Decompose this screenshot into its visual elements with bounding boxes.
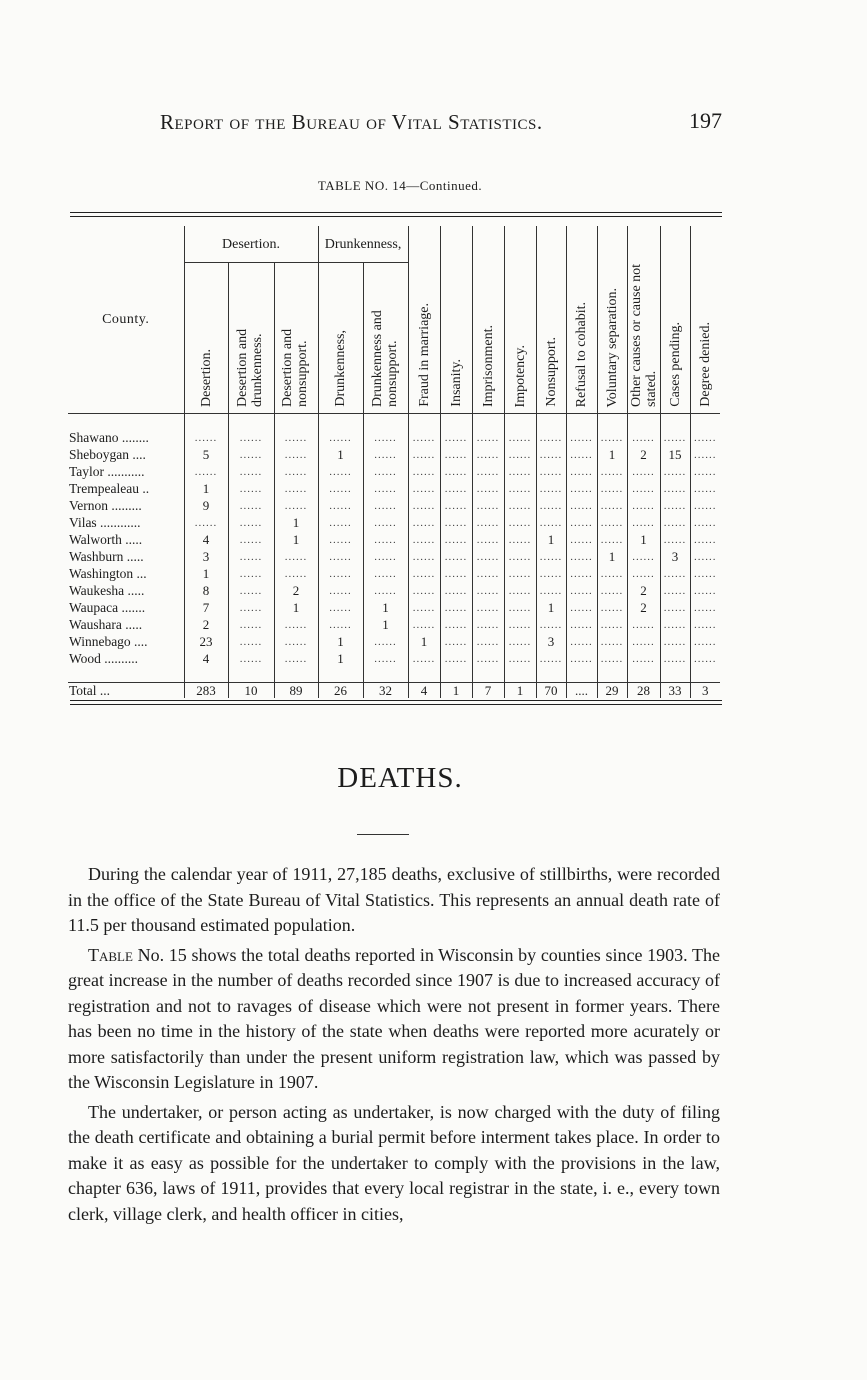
table-cell: ......	[660, 633, 690, 650]
table-cell: ......	[318, 616, 363, 633]
table-cell: ......	[472, 429, 504, 446]
table-cell: ......	[318, 599, 363, 616]
table-bottom-rule-2	[70, 704, 722, 705]
table-cell: 1	[597, 548, 627, 565]
table-cell: ......	[504, 446, 536, 463]
table-cell: ......	[408, 650, 440, 667]
table-cell: ......	[363, 565, 408, 582]
county-name: Waupaca .......	[69, 600, 146, 615]
table-row	[68, 463, 720, 480]
table-row	[68, 429, 720, 446]
table-cell: ......	[566, 446, 597, 463]
paragraph-2-lead: Table	[88, 944, 133, 965]
drunkenness-group-header: Drunkenness,	[318, 226, 408, 263]
total-cell: 70	[536, 683, 566, 699]
table-cell: ......	[363, 497, 408, 514]
table-cell: ......	[318, 463, 363, 480]
table-cell: ......	[440, 650, 472, 667]
table-cell: ......	[440, 633, 472, 650]
table-cell: ......	[504, 463, 536, 480]
col-header-impotency: Impotency.	[504, 226, 536, 413]
table-cell: ......	[228, 582, 274, 599]
table-top-rule	[70, 212, 722, 213]
table-cell: ......	[408, 616, 440, 633]
table-cell: ......	[566, 463, 597, 480]
total-cell: 33	[660, 683, 690, 699]
table-cell: ......	[472, 650, 504, 667]
table-cell: ......	[566, 429, 597, 446]
county-name: Shawano ........	[69, 430, 149, 445]
table-cell: ......	[660, 650, 690, 667]
county-name: Walworth .....	[69, 532, 143, 547]
table-cell: ......	[363, 463, 408, 480]
table-cell: ......	[566, 497, 597, 514]
table-cell: ......	[318, 497, 363, 514]
table-row	[68, 514, 720, 531]
table-cell: ......	[690, 531, 720, 548]
desertion-group-header: Desertion.	[184, 226, 318, 263]
table-row	[68, 599, 720, 616]
table-cell: ......	[690, 650, 720, 667]
total-cell: 29	[597, 683, 627, 699]
table-cell: ......	[536, 446, 566, 463]
table-row	[68, 548, 720, 565]
table-cell: ......	[536, 497, 566, 514]
total-cell: 32	[363, 683, 408, 699]
table-cell: 1	[627, 531, 660, 548]
col-header-degree-denied: Degree denied.	[690, 226, 720, 413]
running-header-title: Report of the Bureau of Vital Statistics.	[160, 110, 543, 134]
table-cell: ......	[627, 497, 660, 514]
table-cell: ......	[228, 531, 274, 548]
table-cell: ......	[274, 548, 318, 565]
table-cell: ......	[627, 429, 660, 446]
table-cell: ......	[274, 565, 318, 582]
table-cell: ......	[597, 497, 627, 514]
table-cell: ......	[472, 531, 504, 548]
table-cell: ......	[274, 616, 318, 633]
table-cell: ......	[408, 463, 440, 480]
table-cell: ......	[318, 548, 363, 565]
table-cell: ......	[184, 463, 228, 480]
table-cell: 3	[660, 548, 690, 565]
table-cell: 3	[536, 633, 566, 650]
table-cell: 1	[536, 531, 566, 548]
table-cell: ......	[408, 565, 440, 582]
col-header-desertion-nonsupport: Desertion and nonsupport.	[274, 263, 318, 414]
table-cell: 1	[184, 565, 228, 582]
table-cell: ......	[440, 497, 472, 514]
table-cell: ......	[597, 565, 627, 582]
table-cell: ......	[472, 480, 504, 497]
table-cell: ......	[274, 480, 318, 497]
table-cell: ......	[690, 497, 720, 514]
col-header-drunkenness-nonsupport: Drunkenness and nonsupport.	[363, 263, 408, 414]
table-cell: ......	[597, 531, 627, 548]
county-name: Vernon .........	[69, 498, 142, 513]
table-cell: ......	[660, 616, 690, 633]
table-cell: ......	[228, 514, 274, 531]
table-cell: ......	[274, 633, 318, 650]
total-row	[68, 683, 720, 699]
table-cell: 2	[627, 446, 660, 463]
table-cell: 1	[318, 650, 363, 667]
table-cell: ......	[536, 650, 566, 667]
table-cell: ......	[566, 480, 597, 497]
total-cell: 3	[690, 683, 720, 699]
section-rule	[357, 834, 409, 835]
table-cell: ......	[274, 463, 318, 480]
total-cell: 1	[504, 683, 536, 699]
table-cell: ......	[440, 446, 472, 463]
table-cell: ......	[318, 565, 363, 582]
county-name: Taylor ...........	[69, 464, 145, 479]
table-cell: 1	[363, 599, 408, 616]
table-cell: ......	[440, 548, 472, 565]
table-cell: ......	[440, 599, 472, 616]
table-cell: ......	[690, 514, 720, 531]
table-cell: ......	[184, 514, 228, 531]
table-cell: ......	[597, 633, 627, 650]
col-header-desertion: Desertion.	[184, 263, 228, 414]
table-cell: ......	[472, 463, 504, 480]
table-cell: ......	[363, 582, 408, 599]
table-cell: ......	[566, 599, 597, 616]
table-cell: ......	[660, 463, 690, 480]
table-cell: ......	[566, 582, 597, 599]
table-cell: ......	[472, 548, 504, 565]
table-cell: 1	[363, 616, 408, 633]
table-cell: ......	[440, 531, 472, 548]
table-cell: ......	[274, 446, 318, 463]
table-cell: ......	[228, 599, 274, 616]
table-cell: 3	[184, 548, 228, 565]
table-cell: 1	[536, 599, 566, 616]
table-cell: ......	[690, 480, 720, 497]
total-cell: 1	[440, 683, 472, 699]
table-cell: ......	[597, 616, 627, 633]
table-row	[68, 650, 720, 667]
table-cell: ......	[440, 616, 472, 633]
table-cell: ......	[504, 582, 536, 599]
paragraph-2-text: No. 15 shows the total deaths reported in Wisconsin by counties since 1903. The great increase in the number of deaths recorded since 1907 is due to increased accuracy of registration and not to ravages of disease which were not present in former years. There has been no time in the history of the state when deaths were reported more acurately or more satisfactorily than under the present uniform registration law, which was passed by the Wisconsin Legislature in 1907.	[68, 944, 720, 1092]
table-cell: ......	[228, 650, 274, 667]
county-name: Vilas ............	[69, 515, 141, 530]
table-cell: ......	[504, 616, 536, 633]
table-cell: ......	[597, 650, 627, 667]
table-cell: ......	[690, 582, 720, 599]
table-cell: 1	[274, 514, 318, 531]
table-cell: ......	[690, 565, 720, 582]
table-cell: ......	[536, 480, 566, 497]
table-cell: ......	[318, 582, 363, 599]
county-name: Washburn .....	[69, 549, 144, 564]
table-cell: ......	[504, 429, 536, 446]
table-cell: ......	[408, 446, 440, 463]
table-cell: ......	[184, 429, 228, 446]
table-cell: 1	[408, 633, 440, 650]
table-cell: ......	[472, 446, 504, 463]
county-name: Trempealeau ..	[69, 481, 150, 496]
table-cell: ......	[440, 480, 472, 497]
table-cell: 5	[184, 446, 228, 463]
section-title: DEATHS.	[337, 762, 463, 794]
total-cell: 7	[472, 683, 504, 699]
table-cell: ......	[363, 446, 408, 463]
table-cell: ......	[363, 531, 408, 548]
table-caption: TABLE NO. 14—Continued.	[317, 178, 483, 193]
col-header-imprisonment: Imprisonment.	[472, 226, 504, 413]
table-cell: ......	[440, 565, 472, 582]
table-cell: ......	[228, 633, 274, 650]
table-cell: ......	[504, 633, 536, 650]
table-cell: ......	[536, 548, 566, 565]
table-cell: ......	[440, 429, 472, 446]
table-cell: ......	[472, 497, 504, 514]
table-cell: ......	[318, 429, 363, 446]
table-cell: ......	[660, 497, 690, 514]
table-cell: ......	[408, 429, 440, 446]
table-cell: ......	[597, 599, 627, 616]
table-cell: ......	[597, 514, 627, 531]
table-row	[68, 531, 720, 548]
col-header-fraud: Fraud in marriage.	[408, 226, 440, 413]
divorce-causes-table	[68, 226, 720, 698]
table-cell: ......	[660, 531, 690, 548]
col-header-nonsupport: Nonsupport.	[536, 226, 566, 413]
col-header-cases-pending: Cases pending.	[660, 226, 690, 413]
table-cell: ......	[504, 548, 536, 565]
table-cell: ......	[274, 429, 318, 446]
table-cell: ......	[228, 446, 274, 463]
table-cell: ......	[660, 429, 690, 446]
table-cell: ......	[408, 582, 440, 599]
table-cell: 1	[184, 480, 228, 497]
table-cell: ......	[536, 463, 566, 480]
table-cell: ......	[660, 480, 690, 497]
table-cell: ......	[566, 514, 597, 531]
table-cell: 9	[184, 497, 228, 514]
table-cell: 1	[274, 531, 318, 548]
total-cell: 4	[408, 683, 440, 699]
table-cell: ......	[363, 480, 408, 497]
table-cell: ......	[690, 446, 720, 463]
table-row	[68, 497, 720, 514]
table-cell: 1	[274, 599, 318, 616]
table-cell: 4	[184, 650, 228, 667]
table-row	[68, 446, 720, 463]
table-cell: ......	[472, 616, 504, 633]
table-cell: ......	[363, 548, 408, 565]
paragraph-1-text: During the calendar year of 1911, 27,185 deaths, exclusive of stillbirths, were recorded in the office of the State Bureau of Vital Statistics. This represents an annual death rate of 11.5 per thousand estimated population.	[68, 864, 720, 935]
table-cell: ......	[408, 548, 440, 565]
paragraph-3	[68, 1100, 720, 1228]
county-name: Wood ..........	[69, 651, 139, 666]
table-cell: ......	[228, 565, 274, 582]
table-cell: 15	[660, 446, 690, 463]
paragraph-2	[68, 943, 720, 1096]
table-cell: ......	[597, 429, 627, 446]
table-cell: ......	[597, 582, 627, 599]
table-cell: ......	[690, 599, 720, 616]
page-number: 197	[689, 108, 722, 133]
table-cell: ......	[472, 599, 504, 616]
table-cell: ......	[440, 463, 472, 480]
total-cell: 28	[627, 683, 660, 699]
table-cell: ......	[566, 531, 597, 548]
county-name: Winnebago ....	[69, 634, 148, 649]
table-cell: 7	[184, 599, 228, 616]
table-row	[68, 633, 720, 650]
table-cell: ......	[690, 616, 720, 633]
table-cell: ......	[363, 633, 408, 650]
table-cell: ......	[363, 429, 408, 446]
table-cell: ......	[627, 548, 660, 565]
table-cell: 1	[597, 446, 627, 463]
table-cell: ......	[472, 582, 504, 599]
col-header-insanity: Insanity.	[440, 226, 472, 413]
table-cell: ......	[660, 582, 690, 599]
table-cell: 4	[184, 531, 228, 548]
total-cell: 10	[228, 683, 274, 699]
table-cell: ......	[536, 616, 566, 633]
table-row	[68, 616, 720, 633]
table-cell: ......	[228, 429, 274, 446]
table-cell: 2	[184, 616, 228, 633]
table-cell: ......	[536, 582, 566, 599]
table-cell: ......	[566, 565, 597, 582]
table-cell: ......	[408, 497, 440, 514]
total-cell: 26	[318, 683, 363, 699]
table-cell: ......	[318, 480, 363, 497]
table-cell: 1	[318, 633, 363, 650]
table-cell: ......	[363, 514, 408, 531]
table-cell: ......	[566, 633, 597, 650]
table-cell: ......	[228, 480, 274, 497]
total-cell: ....	[566, 683, 597, 699]
table-cell: ......	[627, 514, 660, 531]
table-cell: ......	[228, 497, 274, 514]
table-cell: ......	[318, 514, 363, 531]
county-column-header: County.	[102, 311, 150, 327]
table-cell: ......	[408, 480, 440, 497]
table-cell: ......	[566, 616, 597, 633]
table-cell: ......	[504, 650, 536, 667]
table-cell: ......	[504, 514, 536, 531]
table-cell: ......	[472, 514, 504, 531]
table-cell: ......	[660, 599, 690, 616]
table-cell: ......	[504, 497, 536, 514]
county-name: Sheboygan ....	[69, 447, 146, 462]
table-cell: ......	[472, 633, 504, 650]
county-name: Waukesha .....	[69, 583, 145, 598]
total-cell: 89	[274, 683, 318, 699]
table-cell: 8	[184, 582, 228, 599]
table-cell: ......	[627, 463, 660, 480]
table-cell: ......	[228, 463, 274, 480]
table-cell: ......	[536, 565, 566, 582]
table-cell: ......	[440, 514, 472, 531]
table-cell: ......	[536, 514, 566, 531]
table-cell: ......	[566, 548, 597, 565]
table-cell: ......	[408, 531, 440, 548]
table-cell: ......	[660, 565, 690, 582]
table-cell: ......	[274, 497, 318, 514]
table-cell: 1	[318, 446, 363, 463]
paragraph-1	[68, 862, 720, 939]
table-cell: ......	[504, 531, 536, 548]
table-cell: ......	[228, 548, 274, 565]
running-header	[160, 110, 730, 140]
county-name: Washington ...	[69, 566, 147, 581]
table-cell: ......	[627, 650, 660, 667]
table-cell: ......	[597, 480, 627, 497]
col-header-refusal: Refusal to cohabit.	[566, 226, 597, 413]
table-cell: ......	[472, 565, 504, 582]
total-cell: 283	[184, 683, 228, 699]
table-cell: ......	[690, 429, 720, 446]
table-cell: ......	[566, 650, 597, 667]
table-cell: ......	[408, 514, 440, 531]
table-cell: 23	[184, 633, 228, 650]
table-cell: ......	[597, 463, 627, 480]
county-name: Waushara .....	[69, 617, 143, 632]
col-header-desertion-drunkenness: Desertion and drunkenness.	[228, 263, 274, 414]
table-cell: ......	[690, 633, 720, 650]
table-cell: ......	[627, 616, 660, 633]
paragraph-3-text: The undertaker, or person acting as undertaker, is now charged with the duty of filing the death certificate and obtaining a burial permit before interment takes place. In order to make it as easy as possible for the undertaker to comply with the provisions in the law, chapter 636, laws of 1911, provides that every local registrar in the state, i. e., every town clerk, village clerk, and health officer in cities,	[68, 1101, 720, 1224]
table-cell: ......	[627, 633, 660, 650]
table-cell: ......	[690, 548, 720, 565]
table-cell: ......	[504, 599, 536, 616]
table-cell: ......	[536, 429, 566, 446]
table-cell: 2	[627, 582, 660, 599]
table-row	[68, 582, 720, 599]
total-label: Total ...	[68, 683, 184, 699]
table-cell: ......	[504, 565, 536, 582]
table-cell: ......	[627, 480, 660, 497]
table-cell: 2	[274, 582, 318, 599]
table-cell: 2	[627, 599, 660, 616]
table-cell: ......	[440, 582, 472, 599]
section-body	[68, 862, 720, 1231]
table-cell: ......	[363, 650, 408, 667]
table-cell: ......	[627, 565, 660, 582]
table-row	[68, 480, 720, 497]
table-cell: ......	[228, 616, 274, 633]
col-header-voluntary-separation: Voluntary separation.	[597, 226, 627, 413]
table-bottom-rule	[70, 700, 722, 701]
table-cell: ......	[660, 514, 690, 531]
table-top-rule-2	[70, 216, 722, 217]
table-cell: ......	[318, 531, 363, 548]
table-cell: ......	[504, 480, 536, 497]
table-row	[68, 565, 720, 582]
col-header-other-causes: Other causes or cause not stated.	[627, 226, 660, 413]
table-cell: ......	[408, 599, 440, 616]
col-header-drunkenness: Drunkenness,	[318, 263, 363, 414]
table-cell: ......	[690, 463, 720, 480]
table-cell: ......	[274, 650, 318, 667]
